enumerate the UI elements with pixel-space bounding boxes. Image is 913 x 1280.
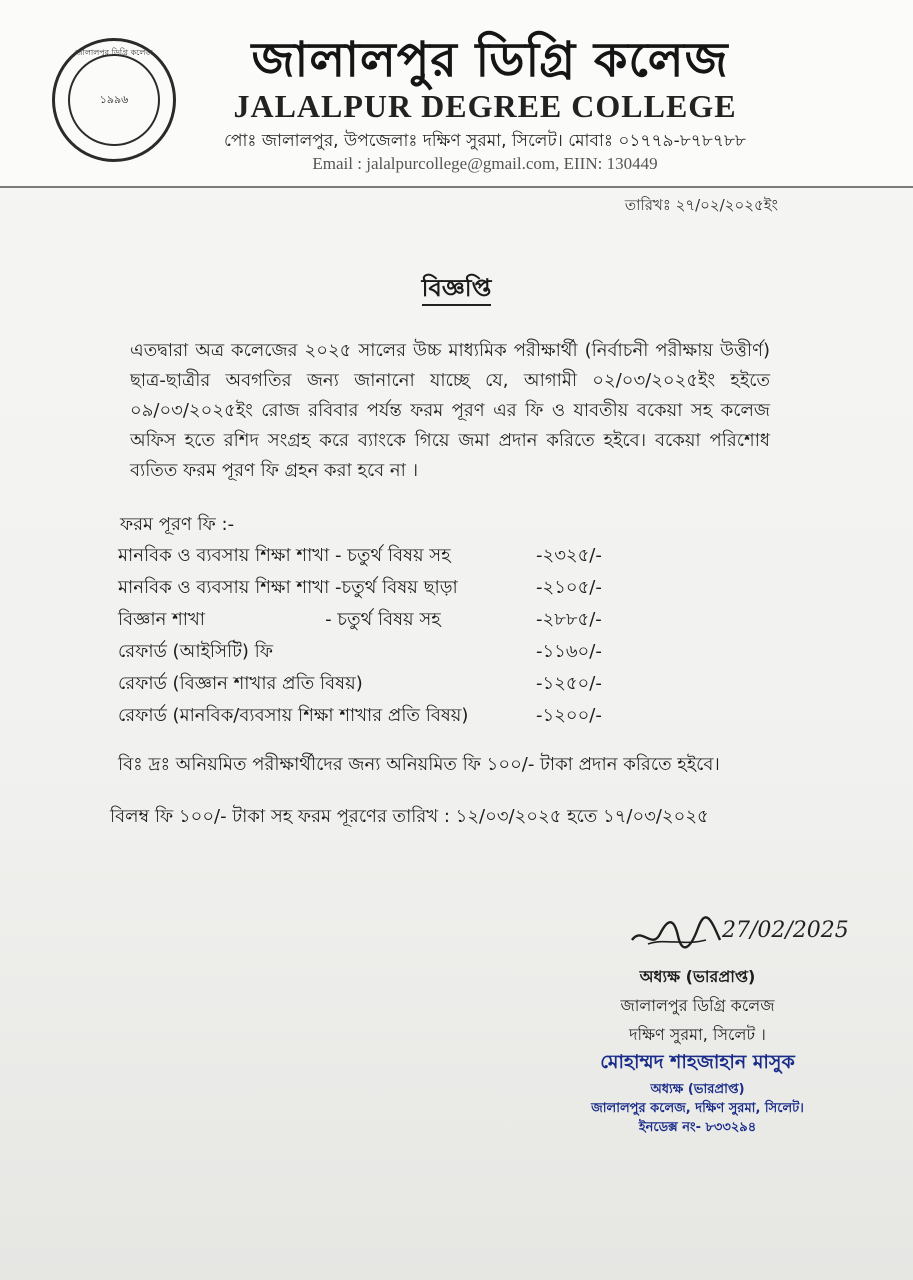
signatory-college: জালালপুর ডিগ্রি কলেজ bbox=[620, 996, 775, 1015]
fee-row bbox=[118, 540, 656, 572]
fee-amount: -১২৫০/- bbox=[536, 672, 602, 694]
stamp-designation: অধ্যক্ষ (ভারপ্রাপ্ত) bbox=[650, 1082, 745, 1097]
handwritten-signature bbox=[628, 910, 728, 960]
notice-title-text: বিজ্ঞপ্তি bbox=[422, 274, 492, 306]
fee-label: মানবিক ও ব্যবসায় শিক্ষা শাখা - চতুর্থ বিষয় সহ bbox=[118, 544, 451, 566]
college-seal-logo bbox=[52, 38, 176, 162]
seal-text: জালালপুর ডিগ্রি কলেজ bbox=[75, 48, 153, 57]
signatory-location: দক্ষিণ সুরমা, সিলেট । bbox=[629, 1025, 766, 1044]
fee-amount: -১২০০/- bbox=[536, 704, 602, 726]
letterhead bbox=[0, 0, 913, 188]
signatory-block bbox=[560, 962, 835, 1049]
fee-label: রেফার্ড (মানবিক/ব্যবসায় শিক্ষা শাখার প্রতি বিষয়) bbox=[118, 704, 469, 726]
fee-amount: -২৮৮৫/- bbox=[536, 608, 602, 630]
irregular-fee-note: বিঃ দ্রঃ অনিয়মিত পরীক্ষার্থীদের জন্য অনিয়মিত ফি ১০০/- টাকা প্রদান করিতে হইবে। bbox=[118, 754, 720, 775]
fee-amount: -২১০৫/- bbox=[536, 576, 602, 598]
stamp-name: মোহাম্মদ শাহজাহান মাসুক bbox=[600, 1051, 795, 1073]
official-stamp bbox=[560, 1048, 835, 1137]
notice-title bbox=[0, 270, 913, 310]
fee-row bbox=[118, 572, 656, 604]
college-name-bangla: জালালপুর ডিগ্রি কলেজ bbox=[251, 32, 729, 88]
late-fee-note: বিলম্ব ফি ১০০/- টাকা সহ ফরম পূরণের তারিখ : ১২/০৩/২০২৫ হতে ১৭/০৩/২০২৫ bbox=[110, 806, 709, 827]
fee-label: মানবিক ও ব্যবসায় শিক্ষা শাখা -চতুর্থ বিষয় ছাড়া bbox=[118, 576, 458, 598]
seal-year: ১৯৯৬ bbox=[68, 54, 160, 146]
fee-row bbox=[118, 604, 656, 636]
stamp-college: জালালপুর কলেজ, দক্ষিণ সুরমা, সিলেট। bbox=[591, 1101, 804, 1116]
fee-label: রেফার্ড (বিজ্ঞান শাখার প্রতি বিষয়) bbox=[118, 672, 363, 694]
stamp-index: ইনডেক্স নং- ৮৩৩২৯৪ bbox=[638, 1120, 757, 1135]
fee-amount: -১১৬০/- bbox=[536, 640, 602, 662]
notice-date: তারিখঃ ২৭/০২/২০২৫ইং bbox=[624, 196, 778, 214]
fee-label: বিজ্ঞান শাখা - চতুর্থ বিষয় সহ bbox=[118, 608, 441, 630]
college-address: পোঃ জালালপুর, উপজেলাঃ দক্ষিণ সুরমা, সিলেট। মোবাঃ ০১৭৭৯-৮৭৮৭৮৮ bbox=[224, 131, 746, 151]
notice-paragraph: এতদ্বারা অত্র কলেজের ২০২৫ সালের উচ্চ মাধ্যমিক পরীক্ষার্থী (নির্বাচনী পরীক্ষায় উত্তীর্ণ) ছাত্র-ছাত্রীর অবগতির জন্য জানানো যাচ্ছে যে, আগামী ০২/০৩/২০২৫ইং হইতে ০৯/০৩/২০২৫ইং রোজ রবিবার পর্যন্ত ফরম পূরণ এর ফি ও যাবতীয় বকেয়া সহ কলেজ অফিস হতে রশিদ সংগ্রহ করে ব্যাংকে গিয়ে জমা প্রদান করিতে হইবে। বকেয়া পরিশোধ ব্যতিত ফরম পূরণ ফি গ্রহন করা হবে না । bbox=[130, 340, 770, 481]
college-email-eiin: Email : jalalpurcollege@gmail.com, EIIN: 130449 bbox=[312, 154, 658, 173]
fee-label: রেফার্ড (আইসিটি) ফি bbox=[118, 640, 273, 662]
college-name-english: JALALPUR DEGREE COLLEGE bbox=[233, 88, 737, 124]
fee-row bbox=[118, 668, 656, 700]
signatory-title: অধ্যক্ষ (ভারপ্রাপ্ত) bbox=[639, 967, 756, 986]
handwritten-date: 27/02/2025 bbox=[722, 918, 849, 943]
fee-row bbox=[118, 636, 656, 668]
fee-heading: ফরম পূরণ ফি :- bbox=[120, 514, 235, 535]
fee-row bbox=[118, 700, 656, 732]
fee-table bbox=[118, 540, 656, 732]
fee-amount: -২৩২৫/- bbox=[536, 544, 602, 566]
